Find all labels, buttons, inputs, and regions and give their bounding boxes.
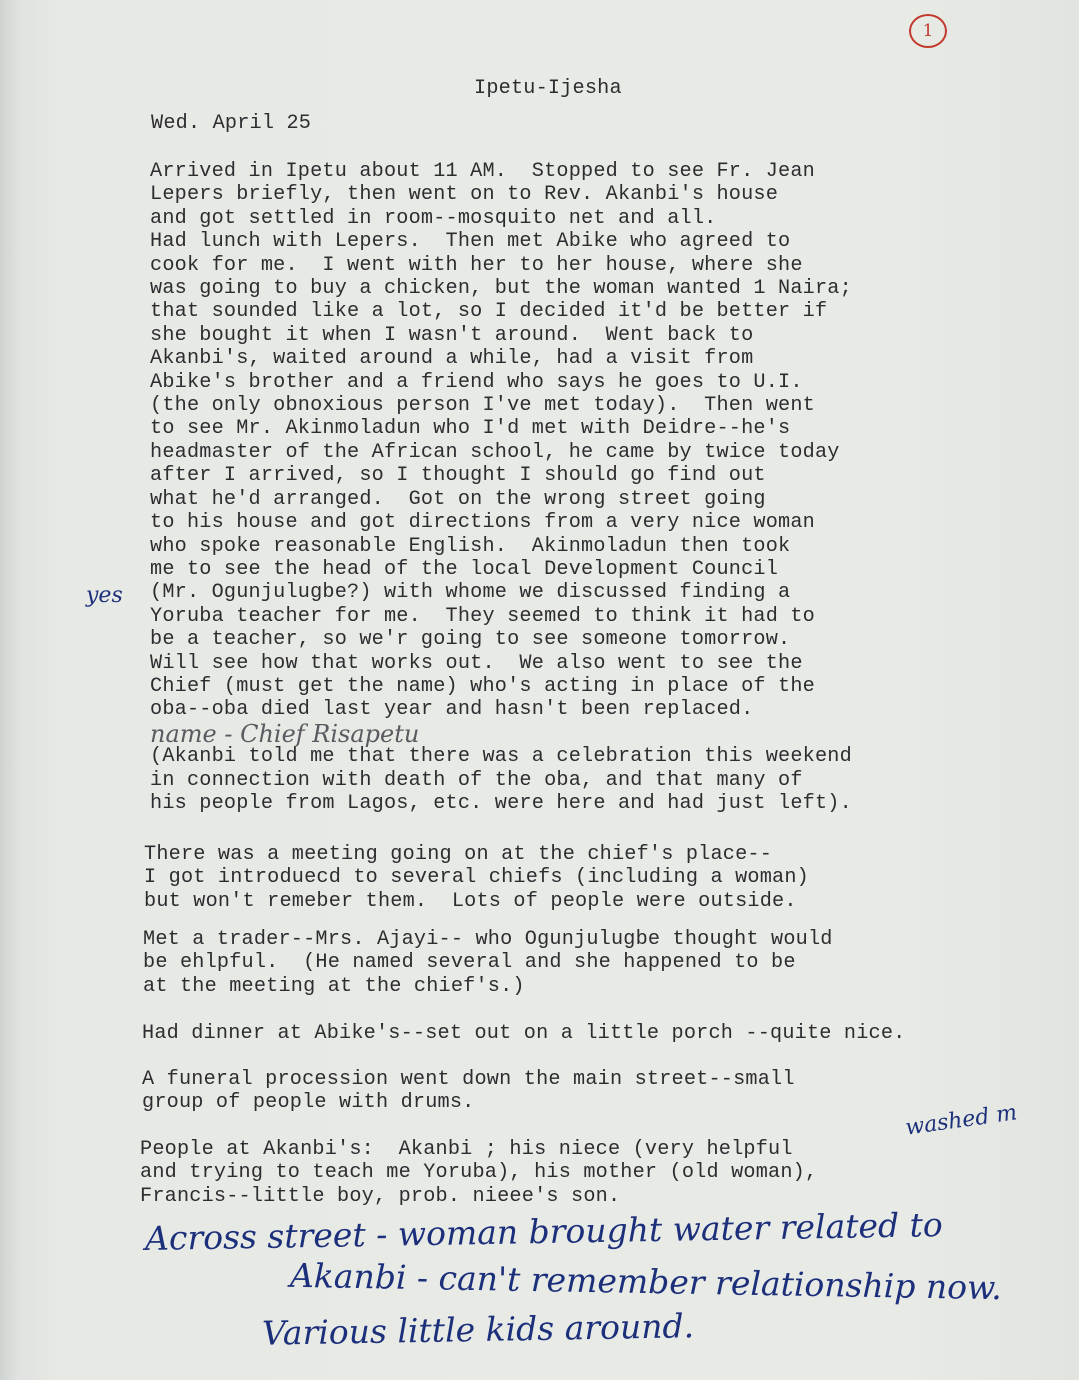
handwritten-line-3: Various little kids around. xyxy=(261,1306,695,1353)
margin-note-chief-name: name - Chief Risapetu xyxy=(150,720,420,748)
paragraph-arrival: Arrived in Ipetu about 11 AM. Stopped to see Fr. Jean Lepers briefly, then went on to Rev. Akanbi's house and got settled in room--mosquito net and all. Had lunch with Lepers. Then met Abike who agreed to cook for me. I went with her to her house, where she was going to buy a chicken, but the woman wanted 1 Naira; that sounded like a lot, so I decided it'd be better if she bought it when I wasn't around. Went back to Akanbi's, waited around a while, had a visit from Abike's brother and a friend who says he goes to U.I. (the only obnoxious person I've met today). Then went to see Mr. Akinmoladun who I'd met with Deidre--he's headmaster of the African school, he came by twice today after I arrived, so I thought I should go find out what he'd arranged. Got on the wrong street going to his house and got directions from a very nice woman who spoke reasonable English. Akinmoladun then took me to see the head of the local Development Council (Mr. Ogunjulugbe?) with whome we discussed finding a Yoruba teacher for me. They seemed to think it had to be a teacher, so we'r going to see someone tomorrow. Will see how that works out. We also went to see the Chief (must get the name) who's acting in place of the oba--oba died last year and hasn't been replaced. (Akanbi told me that there was a celebration this weekend in connection with death of the oba, and that many of his people from Lagos, etc. were here and had just left). xyxy=(150,160,852,815)
document-title: Ipetu-Ijesha xyxy=(474,77,622,100)
paragraph-people: People at Akanbi's: Akanbi ; his niece (very helpful and trying to teach me Yoruba), his mother (old woman), Francis--little boy, prob. nieee's son. xyxy=(140,1138,818,1208)
margin-note-yes: yes xyxy=(86,583,123,608)
paragraph-dinner: Had dinner at Abike's--set out on a little porch --quite nice. xyxy=(142,1022,906,1045)
entry-date: Wed. April 25 xyxy=(151,112,312,135)
paragraph-trader: Met a trader--Mrs. Ajayi-- who Ogunjulugbe thought would be ehlpful. (He named several and she happened to be at the meeting at the chief's.) xyxy=(143,928,833,998)
handwritten-line-1: Across street - woman brought water related to xyxy=(144,1205,944,1258)
paragraph-meeting: There was a meeting going on at the chief's place-- I got introduecd to several chiefs (including a woman) but won't remeber them. Lots of people were outside. xyxy=(144,843,809,913)
margin-note-washed: washed m xyxy=(903,1100,1019,1141)
paragraph-funeral: A funeral procession went down the main street--small group of people with drums. xyxy=(142,1068,795,1115)
page-number-circle: 1 xyxy=(909,14,947,48)
handwritten-line-2: Akanbi - can't remember relationship now. xyxy=(289,1255,1003,1308)
